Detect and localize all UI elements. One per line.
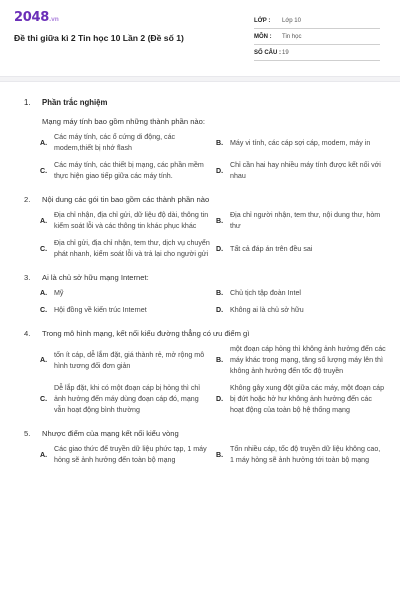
exam-meta (254, 13, 380, 61)
answer-option[interactable] (216, 160, 392, 182)
option-text: Chủ tịch tập đoàn Intel (230, 289, 301, 297)
exam-header (0, 0, 400, 76)
exam-title: Đề thi giữa kì 2 Tin học 10 Lần 2 (Đề số 1) (14, 33, 184, 43)
site-logo[interactable]: 2048.vn (14, 10, 59, 25)
question-1 (24, 132, 384, 182)
option-text: Máy vi tính, các cáp sợi cáp, modem, máy in (230, 138, 371, 147)
answer-option[interactable] (40, 444, 216, 466)
answer-option[interactable] (40, 132, 216, 154)
question-4 (24, 329, 384, 416)
answer-options (24, 210, 384, 260)
option-letter: A. (40, 216, 48, 225)
meta-question-count: SỐ CÂU : 19 (254, 45, 380, 61)
question-text: 5. Nhược điểm của mạng kết nối kiểu vòng (24, 429, 179, 438)
option-text: Địa chỉ gửi, địa chỉ nhận, tem thư, dịch vụ chuyển phát nhanh, kiểm soát lỗi và trả lại cho người gửi (54, 239, 210, 258)
meta-subject: MÔN : Tin học (254, 29, 380, 45)
option-letter: C. (40, 166, 48, 175)
option-letter: C. (40, 395, 48, 403)
question-1-text: Mạng máy tính bao gồm những thành phần nào: (42, 117, 205, 126)
answer-option[interactable] (40, 288, 216, 299)
option-letter: A. (40, 356, 48, 364)
answer-options (24, 132, 384, 182)
option-letter: B. (216, 356, 224, 364)
answer-option[interactable] (40, 305, 216, 316)
option-letter: B. (216, 289, 224, 297)
meta-class: LỚP : Lớp 10 (254, 13, 380, 29)
answer-options (24, 288, 384, 316)
option-letter: C. (40, 244, 48, 253)
option-text: Không gây xung đột giữa các máy, một đoạn cáp bị đứt hoặc hở hư không ảnh hưởng đến các hoạt động của toàn bộ hệ thống mạng (230, 384, 385, 414)
option-letter: D. (216, 306, 224, 314)
option-letter: A. (40, 289, 48, 297)
option-text: một đoạn cáp hỏng thì không ảnh hưởng đến các máy khác trong mạng, tăng số lượng máy lên thì không ảnh hưởng đến tốc độ truyền (230, 345, 386, 375)
option-text: Địa chỉ nhận, địa chỉ gửi, dữ liệu độ dài, thông tin kiểm soát lỗi và các thông tin khác phục khác (54, 211, 209, 230)
question-text: 3. Ai là chủ sở hữu mạng Internet: (24, 273, 149, 282)
section-title: 1. Phần trắc nghiệm (24, 98, 108, 107)
question-text: 4. Trong mô hình mạng, kết nối kiểu đường thẳng có ưu điểm gì (24, 329, 250, 338)
option-letter: D. (216, 395, 224, 403)
option-text: Không ai là chủ sở hữu (230, 306, 304, 314)
question-list (24, 132, 384, 466)
question-3 (24, 273, 384, 316)
option-text: tốn ít cáp, dễ lắm đặt, giá thành rẻ, mở rộng mô hình tương đối đơn giản (54, 350, 205, 370)
option-letter: B. (216, 450, 224, 459)
answer-option[interactable] (216, 305, 392, 316)
answer-options (24, 444, 384, 466)
answer-options (24, 344, 384, 416)
answer-option[interactable] (216, 238, 392, 260)
option-text: Các giao thức để truyền dữ liệu phức tạp, 1 máy hỏng sẽ ảnh hưởng đến toàn bộ mạng (54, 445, 207, 464)
option-text: Hội đồng về kiến trúc Internet (54, 306, 147, 314)
answer-option[interactable] (40, 160, 216, 182)
option-letter: B. (216, 216, 224, 225)
answer-option[interactable] (216, 344, 392, 377)
option-letter: A. (40, 138, 48, 147)
answer-option[interactable] (40, 344, 216, 377)
option-text: Chỉ cần hai hay nhiều máy tính được kết nối với nhau (230, 161, 381, 180)
answer-option[interactable] (216, 132, 392, 154)
answer-option[interactable] (40, 383, 216, 416)
option-text: Tốn nhiều cáp, tốc độ truyền dữ liệu không cao, 1 máy hỏng sẽ ảnh hưởng tới toàn bộ mạng (230, 445, 381, 464)
question-text: 2. Nội dung các gói tin bao gồm các thành phần nào (24, 195, 210, 204)
option-text: Dễ lắp đặt, khi có một đoạn cáp bị hỏng thì chỉ ảnh hưởng đến máy dùng đoạn cáp đó, mạng vẫn hoạt động bình thường (54, 384, 200, 414)
answer-option[interactable] (216, 444, 392, 466)
answer-option[interactable] (216, 383, 392, 416)
option-text: Tất cả đáp án trên đều sai (230, 244, 313, 253)
option-letter: D. (216, 166, 224, 175)
answer-option[interactable] (216, 288, 392, 299)
answer-option[interactable] (40, 238, 216, 260)
question-2 (24, 195, 384, 260)
option-letter: C. (40, 306, 48, 314)
option-text: Các máy tính, các ổ cứng di động, các modem,thiết bị nhớ flash (54, 133, 176, 152)
option-text: Các máy tính, các thiết bị mạng, các phần mềm thực hiện giao tiếp giữa các máy tính. (54, 161, 204, 180)
answer-option[interactable] (40, 210, 216, 232)
option-letter: B. (216, 138, 224, 147)
answer-option[interactable] (216, 210, 392, 232)
option-text: Địa chỉ người nhận, tem thư, nội dung thư, hòm thư (230, 211, 381, 230)
option-letter: A. (40, 450, 48, 459)
option-text: Mỹ (54, 289, 64, 297)
exam-content (0, 82, 400, 466)
option-letter: D. (216, 244, 224, 253)
question-5 (24, 429, 384, 466)
